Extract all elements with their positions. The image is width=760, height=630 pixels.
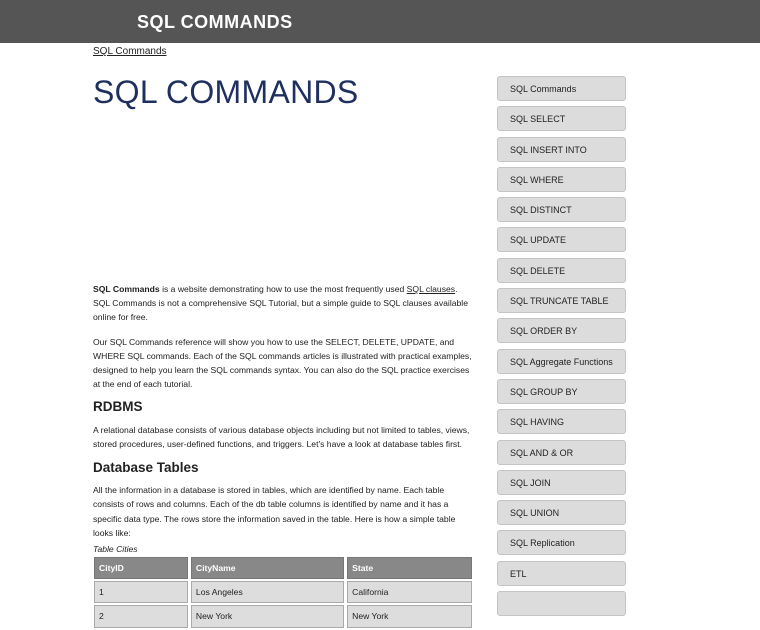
reference-paragraph: Our SQL Commands reference will show you how to use the SELECT, DELETE, UPDATE, and WHERE SQL commands. Each of the SQL commands articles is illustrated with practical examples, designed to help you learn the SQL commands syntax. You can also do the SQL practice exercises at the end of each tutorial. <box>93 336 472 390</box>
table-header-row <box>94 557 472 579</box>
sidebar-item-sql-delete[interactable]: SQL DELETE <box>497 258 626 283</box>
sidebar-item-more[interactable] <box>497 591 626 616</box>
table-cell: Los Angeles <box>191 581 344 603</box>
sql-clauses-link[interactable]: SQL clauses <box>406 284 456 294</box>
table-row <box>94 605 472 627</box>
sidebar-item-sql-order-by[interactable]: SQL ORDER BY <box>497 318 626 343</box>
table-cell: New York <box>191 605 344 627</box>
page-title: SQL COMMANDS <box>93 74 359 110</box>
table-cell: 1 <box>94 581 188 603</box>
column-header-state: State <box>347 557 472 579</box>
sidebar-item-sql-commands[interactable]: SQL Commands <box>497 76 626 101</box>
table-cell: California <box>347 581 472 603</box>
intro-text-2: . SQL Commands is not a comprehensive SQL Tutorial, but a simple guide to SQL clauses available online for free. <box>93 284 468 323</box>
sidebar-item-sql-and-or[interactable]: SQL AND & OR <box>497 440 626 465</box>
table-caption: Table Cities <box>93 544 138 555</box>
header-bar <box>0 0 760 43</box>
main-content <box>93 282 474 630</box>
intro-paragraph <box>93 282 474 325</box>
sidebar-item-sql-union[interactable]: SQL UNION <box>497 500 626 525</box>
column-header-cityname: CityName <box>191 557 344 579</box>
sidebar-item-sql-having[interactable]: SQL HAVING <box>497 409 626 434</box>
sidebar-item-sql-aggregate-functions[interactable]: SQL Aggregate Functions <box>497 349 626 374</box>
sidebar-item-sql-replication[interactable]: SQL Replication <box>497 530 626 555</box>
sidebar-item-sql-join[interactable]: SQL JOIN <box>497 470 626 495</box>
sidebar-item-sql-distinct[interactable]: SQL DISTINCT <box>497 197 626 222</box>
table-cell: New York <box>347 605 472 627</box>
sidebar-item-sql-select[interactable]: SQL SELECT <box>497 106 626 131</box>
sidebar-nav <box>497 76 626 621</box>
sidebar-item-etl[interactable]: ETL <box>497 561 626 586</box>
cities-table <box>91 555 475 630</box>
table-row <box>94 581 472 603</box>
sidebar-item-sql-insert-into[interactable]: SQL INSERT INTO <box>497 137 626 162</box>
sidebar-item-sql-update[interactable]: SQL UPDATE <box>497 227 626 252</box>
table-cell: 2 <box>94 605 188 627</box>
breadcrumb-link[interactable]: SQL Commands <box>93 46 167 57</box>
database-tables-heading: Database Tables <box>93 460 199 476</box>
sidebar-item-sql-group-by[interactable]: SQL GROUP BY <box>497 379 626 404</box>
intro-bold-text: SQL Commands <box>93 284 160 294</box>
column-header-cityid: CityID <box>94 557 188 579</box>
site-title-link[interactable]: SQL COMMANDS <box>137 12 293 32</box>
intro-text-1: is a website demonstrating how to use the most frequently used <box>159 284 407 294</box>
database-tables-paragraph: All the information in a database is stored in tables, which are identified by name. Each table consists of rows and columns. Each of the db table columns is identified by name and it has a specific data type. The rows store the information saved in the table. Here is how a simple table looks like: <box>93 485 456 538</box>
rdbms-paragraph: A relational database consists of various database objects including but not limited to tables, views, stored procedures, user-defined functions, and triggers. Let's have a look at database tables first. <box>93 424 470 449</box>
sidebar-item-sql-truncate-table[interactable]: SQL TRUNCATE TABLE <box>497 288 626 313</box>
sidebar-item-sql-where[interactable]: SQL WHERE <box>497 167 626 192</box>
rdbms-heading: RDBMS <box>93 399 143 415</box>
